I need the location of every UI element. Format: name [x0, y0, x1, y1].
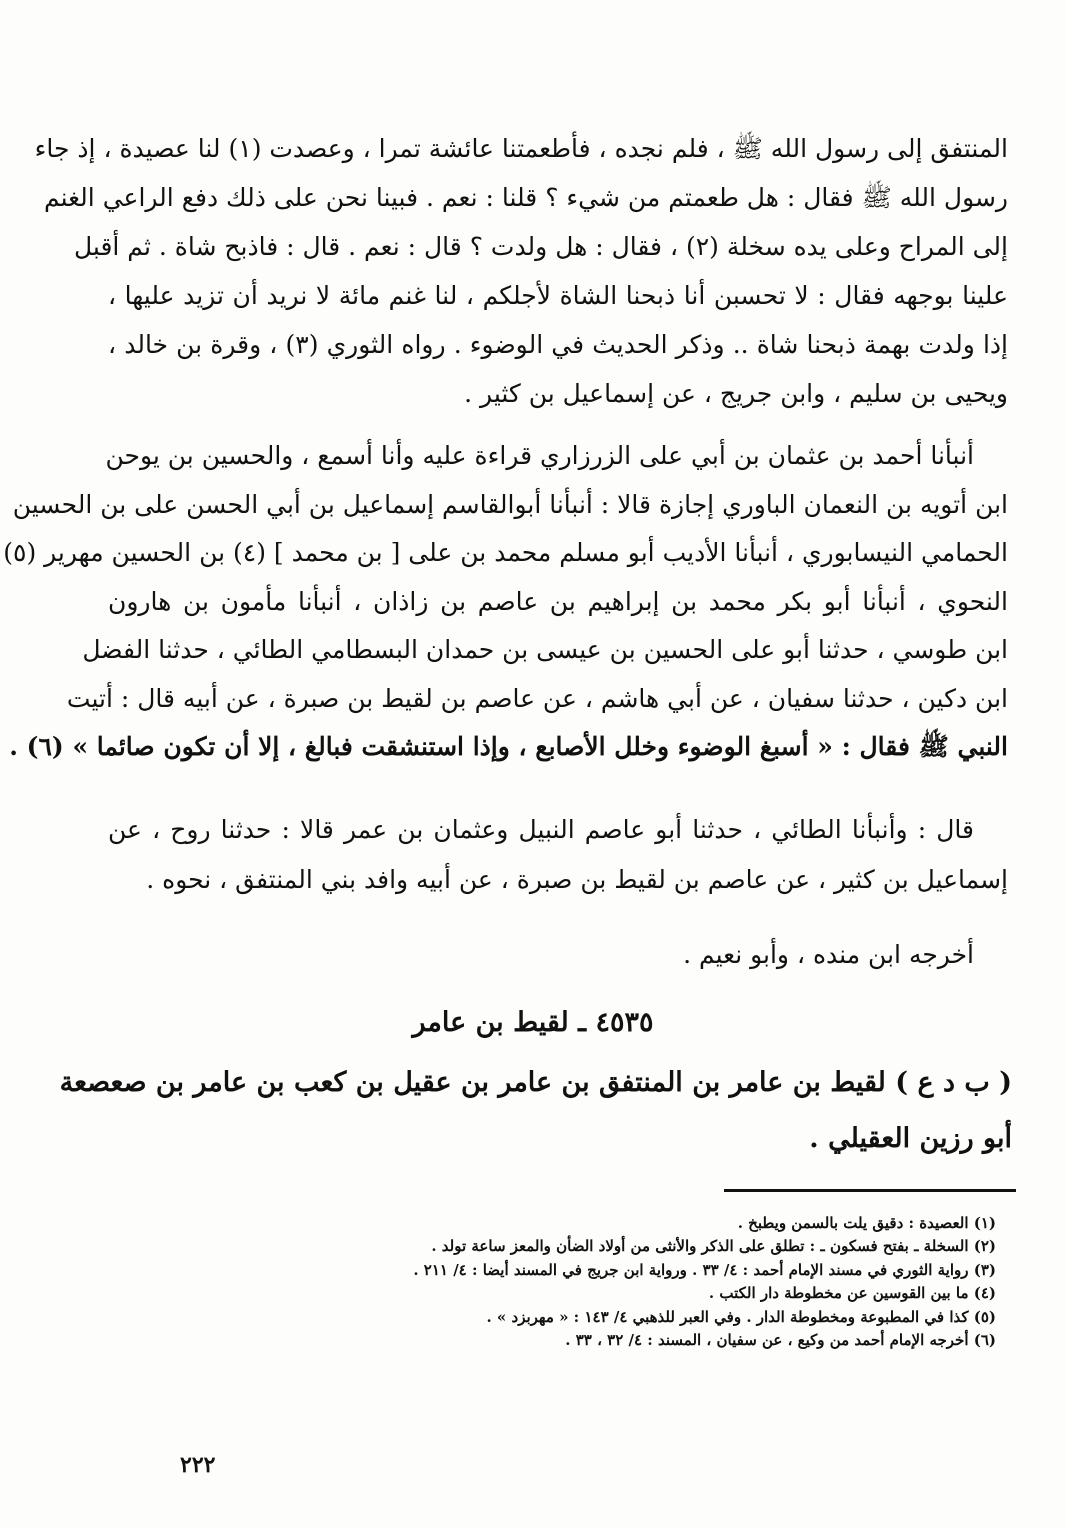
- text-line: المنتفق إلى رسول الله ﷺ ، فلم نجده ، فأطعمتنا عائشة تمرا ، وعصدت (١) لنا عصيدة ، إذ جاء: [34, 134, 1008, 163]
- text-line: ابن أتويه بن النعمان الباوري إجازة قالا : أنبأنا أبوالقاسم إسماعيل بن أبي الحسن على بن الحسين: [12, 489, 1008, 519]
- text-line: النحوي ، أنبأنا أبو بكر محمد بن إبراهيم بن عاصم بن زاذان ، أنبأنا مأمون بن هارون: [108, 586, 1008, 616]
- text-line: ويحيى بن سليم ، وابن جريج ، عن إسماعيل بن كثير .: [464, 379, 1008, 408]
- text-line: ابن دكين ، حدثنا سفيان ، عن أبي هاشم ، عن عاصم بن لقيط بن صبرة ، عن أبيه قال : أتيت: [66, 683, 1008, 713]
- hadith-paragraph-2: [108, 805, 1008, 905]
- text-line: ابن طوسي ، حدثنا أبو على الحسين بن عيسى بن حمدان البسطامي الطائي ، حدثنا الفضل: [82, 635, 1008, 664]
- text-line: النبي ﷺ فقال : « أسبغ الوضوء وخلل الأصابع ، وإذا استنشقت فبالغ ، إلا أن تكون صائما » (٦) .: [9, 732, 1008, 761]
- footnote-divider: [724, 1189, 1016, 1192]
- text-line: ( ب د ع ) لقيط بن عامر بن المنتفق بن عامر بن عقيل بن كعب بن عامر بن صعصعة: [59, 1067, 1012, 1098]
- text-line: أنبأنا أحمد بن عثمان بن أبي على الزرزاري قراءة عليه وأنا أسمع ، والحسين بن يوحن: [105, 441, 974, 470]
- text-line: رسول الله ﷺ فقال : هل طعمتم من شيء ؟ قلنا : نعم . فبينا نحن على ذلك دفع الراعي الغنم: [43, 183, 1008, 212]
- footnote: (٣) رواية الثوري في مسند الإمام أحمد : ٤/ ٣٣ . ورواية ابن جريج في المسند أيضا : ٤/ ٢١١ .: [413, 1260, 996, 1279]
- text-line: إذا ولدت بهمة ذبحنا شاة .. وذكر الحديث في الوضوء . رواه الثوري (٣) ، وقرة بن خالد ،: [108, 330, 1008, 359]
- entry-paragraph: [59, 1055, 1012, 1167]
- text-line: علينا بوجهه فقال : لا تحسبن أنا ذبحنا الشاة لأجلكم ، لنا غنم مائة لا نريد أن تزيد عليها ،: [108, 281, 1008, 310]
- isnad-paragraph: [3, 432, 1008, 772]
- page-number: ٢٢٢: [180, 1452, 216, 1478]
- text-line: إلى المراح وعلى يده سخلة (٢) ، فقال : هل ولدت ؟ قال : نعم . قال : فاذبح شاة . ثم أقبل: [73, 232, 1008, 261]
- footnote: (١) العصيدة : دقيق يلت بالسمن ويطبخ .: [737, 1214, 996, 1232]
- footnote: (٤) ما بين القوسين عن مخطوطة دار الكتب .: [708, 1284, 996, 1303]
- text-line: أبو رزين العقيلي .: [809, 1123, 1012, 1154]
- takhrij-note: [108, 930, 1008, 980]
- entry-heading: ٤٥٣٥ ـ لقيط بن عامر: [412, 1007, 654, 1038]
- footnote: (٢) السخلة ـ بفتح فسكون ـ : تطلق على الذكر والأنثى من أولاد الضأن والمعز ساعة تولد .: [431, 1237, 996, 1256]
- text-line: قال : وأنبأنا الطائي ، حدثنا أبو عاصم النبيل وعثمان بن عمر قالا : حدثنا روح ، عن: [108, 815, 974, 844]
- footnotes: [376, 1212, 996, 1352]
- text-line: أخرجه ابن منده ، وأبو نعيم .: [683, 940, 974, 969]
- hadith-paragraph-1: [34, 124, 1008, 418]
- footnote: (٦) أخرجه الإمام أحمد من وكيع ، عن سفيان ، المسند : ٤/ ٣٢ ، ٣٣ .: [565, 1330, 996, 1349]
- footnote: (٥) كذا في المطبوعة ومخطوطة الدار . وفي العبر للذهبي ٤/ ١٤٣ : « مهربزد » .: [486, 1307, 996, 1326]
- text-line: إسماعيل بن كثير ، عن عاصم بن لقيط بن صبرة ، عن أبيه وافد بني المنتفق ، نحوه .: [146, 865, 1008, 894]
- text-line: الحمامي النيسابوري ، أنبأنا الأديب أبو مسلم محمد بن على [ بن محمد ] (٤) بن الحسين مهرير (٥): [3, 538, 1008, 567]
